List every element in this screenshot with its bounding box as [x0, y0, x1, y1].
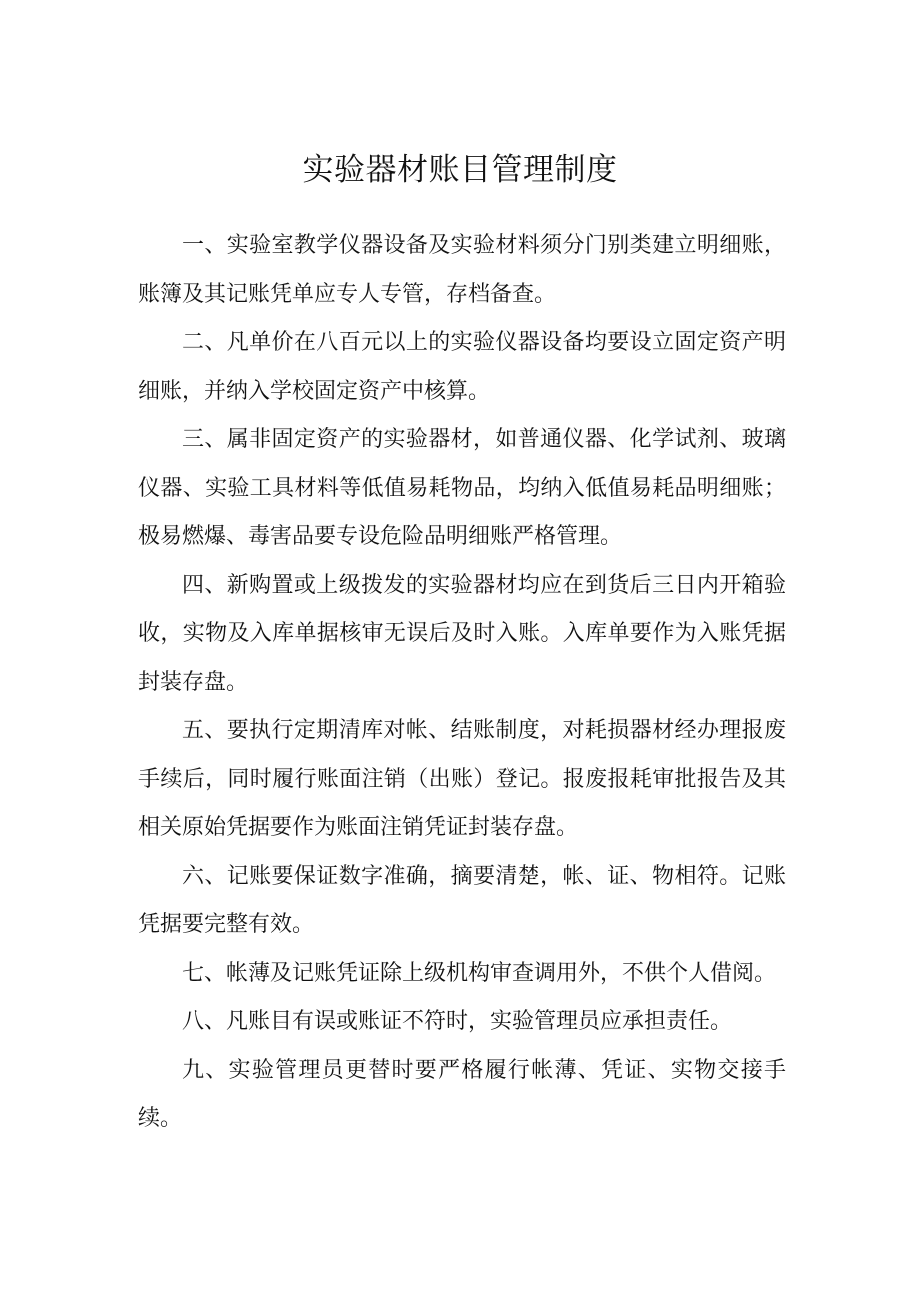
rule-paragraph-1: 一、实验室教学仪器设备及实验材料须分门别类建立明细账，账簿及其记账凭单应专人专管，存档备查。	[138, 233, 786, 307]
document-title: 实验器材账目管理制度	[302, 152, 618, 188]
rule-paragraph-3: 三、属非固定资产的实验器材，如普通仪器、化学试剂、玻璃仪器、实验工具材料等低值易耗物品，均纳入低值易耗品明细账；极易燃爆、毒害品要专设危险品明细账严格管理。	[138, 427, 786, 549]
rule-paragraph-9: 九、实验管理员更替时要严格履行帐薄、凭证、实物交接手续。	[138, 1057, 786, 1131]
rule-paragraph-5: 五、要执行定期清库对帐、结账制度，对耗损器材经办理报废手续后，同时履行账面注销（出账）登记。报废报耗审批报告及其相关原始凭据要作为账面注销凭证封装存盘。	[138, 718, 786, 840]
document-body	[138, 222, 786, 1144]
rule-paragraph-7: 七、帐薄及记账凭证除上级机构审查调用外，不供个人借阅。	[182, 960, 777, 986]
rule-paragraph-8: 八、凡账目有误或账证不符时，实验管理员应承担责任。	[182, 1009, 733, 1034]
rule-paragraph-6: 六、记账要保证数字准确，摘要清楚，帐、证、物相符。记账凭据要完整有效。	[138, 863, 786, 937]
rule-paragraph-2: 二、凡单价在八百元以上的实验仪器设备均要设立固定资产明细账，并纳入学校固定资产中核算。	[138, 330, 786, 404]
rule-paragraph-4: 四、新购置或上级拨发的实验器材均应在到货后三日内开箱验收，实物及入库单据核审无误后及时入账。入库单要作为入账凭据封装存盘。	[138, 572, 786, 695]
